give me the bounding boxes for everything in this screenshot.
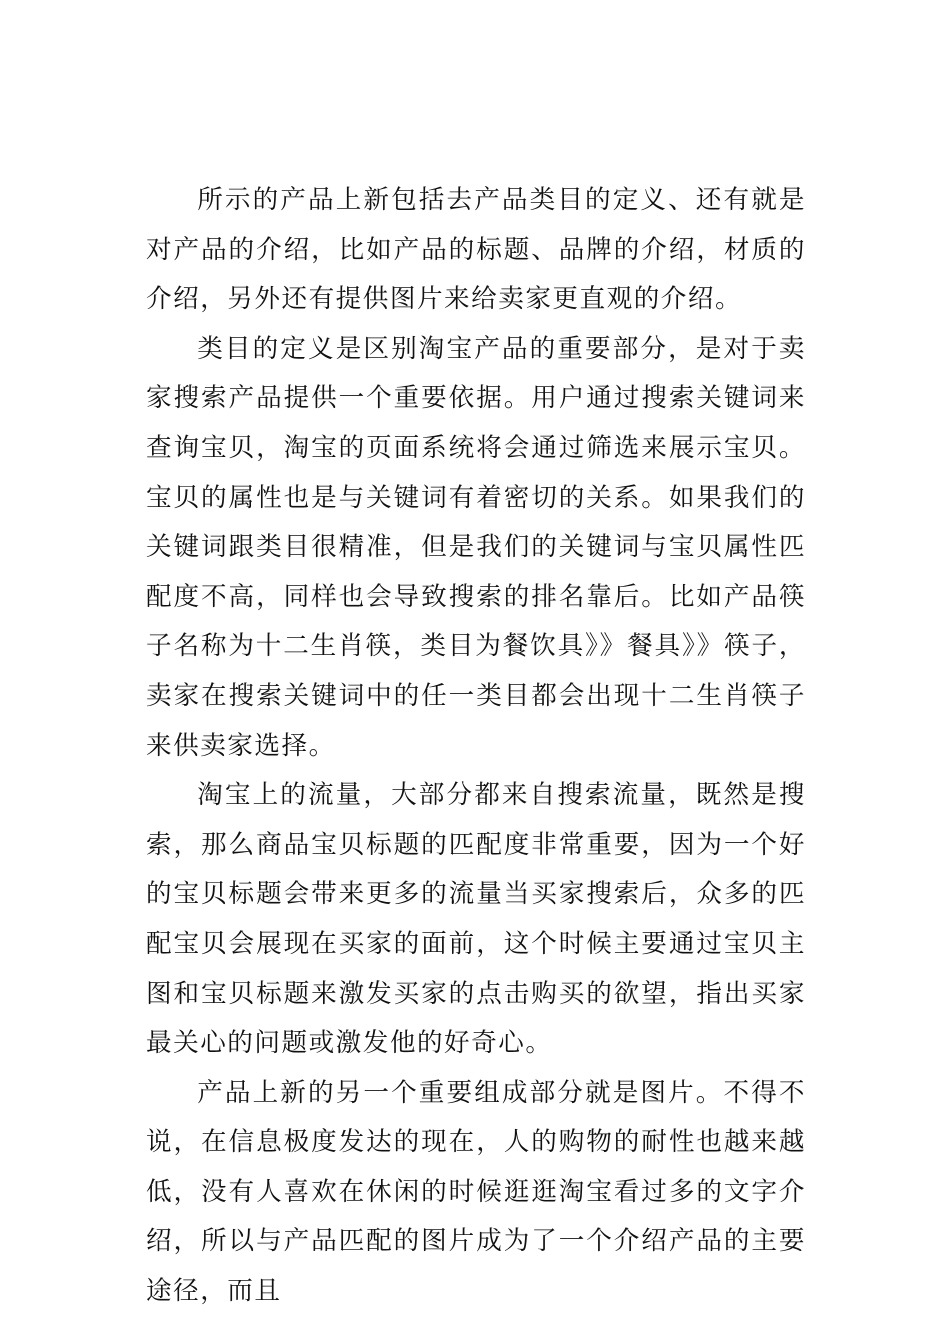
paragraph-product-images: 产品上新的另一个重要组成部分就是图片。不得不说，在信息极度发达的现在，人的购物的耐性也越来越低，没有人喜欢在休闲的时候逛逛淘宝看过多的文字介绍，所以与产品匹配的图片成为了一个介绍产品的主要途径，而且 (146, 1077, 806, 1307)
paragraph-search-traffic: 淘宝上的流量，大部分都来自搜索流量，既然是搜索，那么商品宝贝标题的匹配度非常重要，因为一个好的宝贝标题会带来更多的流量当买家搜索后，众多的匹配宝贝会展现在买家的面前，这个时候主要通过宝贝主图和宝贝标题来激发买家的点击购买的欲望，指出买家最关心的问题或激发他的好奇心。 (146, 780, 806, 1059)
paragraph-category-definition: 类目的定义是区别淘宝产品的重要部分，是对于卖家搜索产品提供一个重要依据。用户通过搜索关键词来查询宝贝，淘宝的页面系统将会通过筛选来展示宝贝。宝贝的属性也是与关键词有着密切的关系。如果我们的关键词跟类目很精准，但是我们的关键词与宝贝属性匹配度不高，同样也会导致搜索的排名靠后。比如产品筷子名称为十二生肖筷，类目为餐饮具》》餐具》》筷子，卖家在搜索关键词中的任一类目都会出现十二生肖筷子来供卖家选择。 (146, 333, 806, 761)
paragraph-product-listing: 所示的产品上新包括去产品类目的定义、还有就是对产品的介绍，比如产品的标题、品牌的介绍，材质的介绍，另外还有提供图片来给卖家更直观的介绍。 (146, 185, 806, 315)
document-body (146, 176, 806, 1317)
